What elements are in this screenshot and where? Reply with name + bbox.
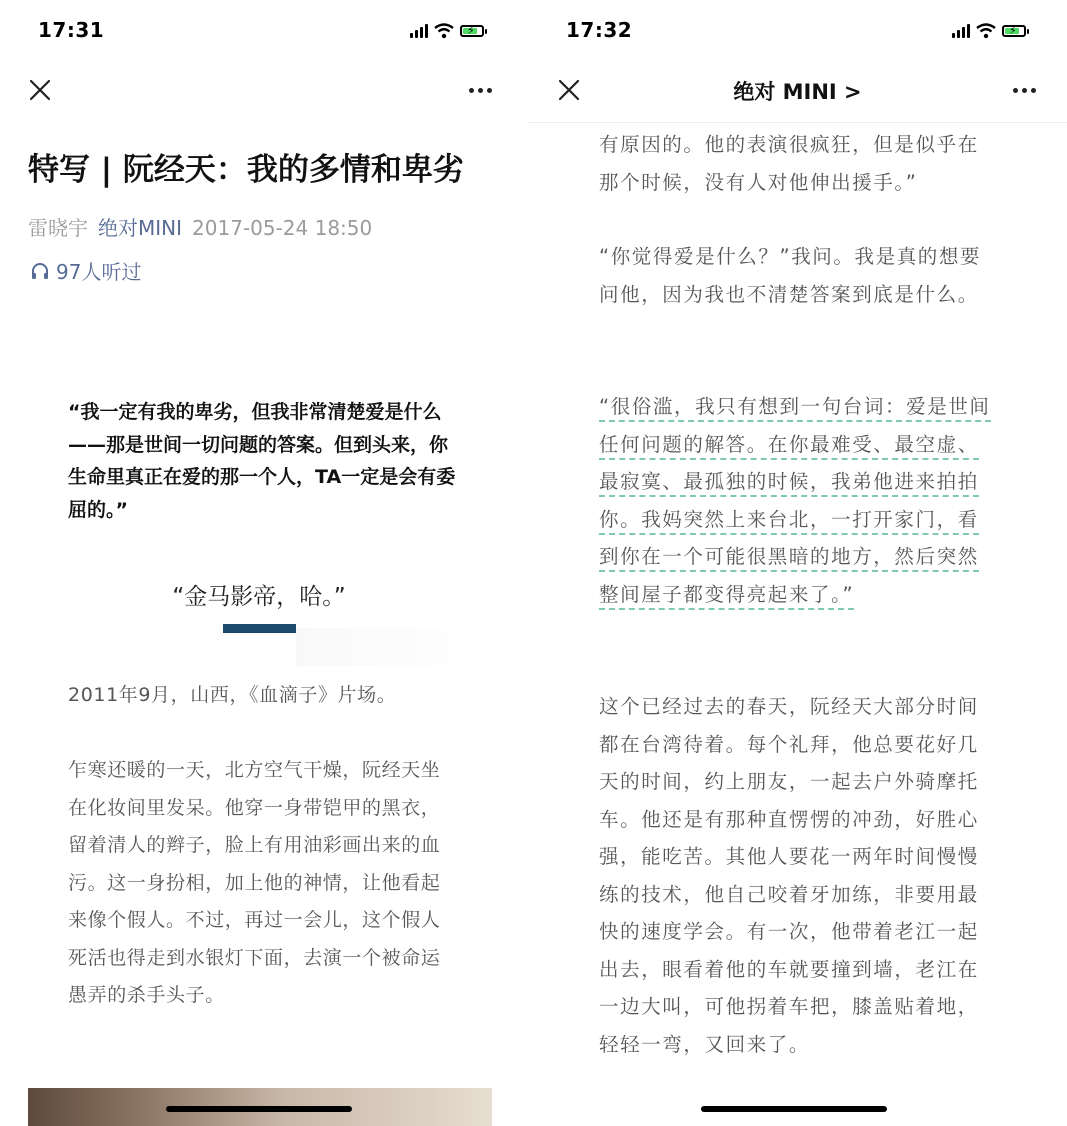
status-time: 17:31 bbox=[38, 18, 105, 42]
home-indicator[interactable] bbox=[701, 1106, 887, 1112]
article-title: 特写 | 阮经天：我的多情和卑劣 bbox=[28, 152, 464, 188]
more-button[interactable] bbox=[463, 76, 497, 104]
pull-quote: “我一定有我的卑劣，但我非常清楚爱是什么——那是世间一切问题的答案。但到头来，你生命里真正在爱的那一个人，TA一定是会有委屈的。” bbox=[68, 401, 456, 521]
paragraph: 2011年9月，山西，《血滴子》片场。 bbox=[68, 684, 397, 706]
nav-divider bbox=[528, 122, 1067, 123]
paragraph: 这个已经过去的春天，阮经天大部分时间都在台湾待着。每个礼拜，他总要花好几天的时间，约上朋友，一起去户外骑摩托车。他还是有那种直愣愣的冲劲，好胜心强，能吃苦。其他人要花一两年时间慢慢练的技术，他自己咬着牙加练，非要用最快的速度学会。有一次，他带着老江一起出去，眼看着他的车就要撞到墙，老江在一边大叫，可他拐着车把，膝盖贴着地，轻轻一弯，又回来了。 bbox=[599, 695, 979, 1056]
account-link[interactable]: 绝对MINI bbox=[98, 216, 183, 240]
left-screen bbox=[0, 0, 528, 1126]
cellular-signal-icon bbox=[410, 24, 428, 38]
wifi-icon bbox=[976, 23, 996, 39]
article-meta bbox=[28, 212, 372, 241]
wifi-icon bbox=[434, 23, 454, 39]
faint-image-strip bbox=[296, 628, 492, 666]
paragraph: 乍寒还暖的一天，北方空气干燥，阮经天坐在化妆间里发呆。他穿一身带铠甲的黑衣，留着清人的辫子，脸上有用油彩画出来的血污。这一身扮相，加上他的神情，让他看起来像个假人。不过，再过一会儿，这个假人死活也得走到水银灯下面，去演一个被命运愚弄的杀手头子。 bbox=[68, 759, 441, 1006]
close-icon bbox=[29, 79, 51, 101]
status-time: 17:32 bbox=[566, 18, 633, 42]
status-icons bbox=[410, 20, 484, 42]
paragraph: “你觉得爱是什么？”我问。我是真的想要问他，因为我也不清楚答案到底是什么。 bbox=[599, 245, 982, 306]
highlighted-paragraph[interactable] bbox=[599, 388, 999, 613]
subheading-divider bbox=[223, 624, 296, 633]
publish-date: 2017-05-24 18:50 bbox=[192, 216, 373, 240]
cellular-signal-icon bbox=[952, 24, 970, 38]
close-button[interactable] bbox=[24, 74, 56, 106]
account-nav-title[interactable]: 绝对 MINI > bbox=[733, 80, 862, 104]
listen-count-text: 97人听过 bbox=[56, 260, 142, 284]
listen-count[interactable] bbox=[30, 256, 141, 285]
section-subheading: “金马影帝，哈。” bbox=[172, 584, 346, 610]
home-indicator[interactable] bbox=[166, 1106, 352, 1112]
paragraph: 有原因的。他的表演很疯狂，但是似乎在那个时候，没有人对他伸出援手。” bbox=[599, 133, 979, 194]
battery-icon: ⚡ bbox=[460, 25, 484, 37]
highlighted-paragraph-text: “很俗滥，我只有想到一句台词：爱是世间任何问题的解答。在你最难受、最空虚、最寂寞、最孤独的时候，我弟他进来拍拍你。我妈突然上来台北，一打开家门，看到你在一个可能很黑暗的地方，然后突然整间屋子都变得亮起来了。” bbox=[599, 395, 991, 610]
battery-icon: ⚡ bbox=[1002, 25, 1026, 37]
status-icons bbox=[952, 20, 1026, 42]
author-name: 雷晓宇 bbox=[28, 216, 88, 240]
headphones-icon bbox=[30, 261, 50, 281]
more-button[interactable] bbox=[1007, 76, 1041, 104]
